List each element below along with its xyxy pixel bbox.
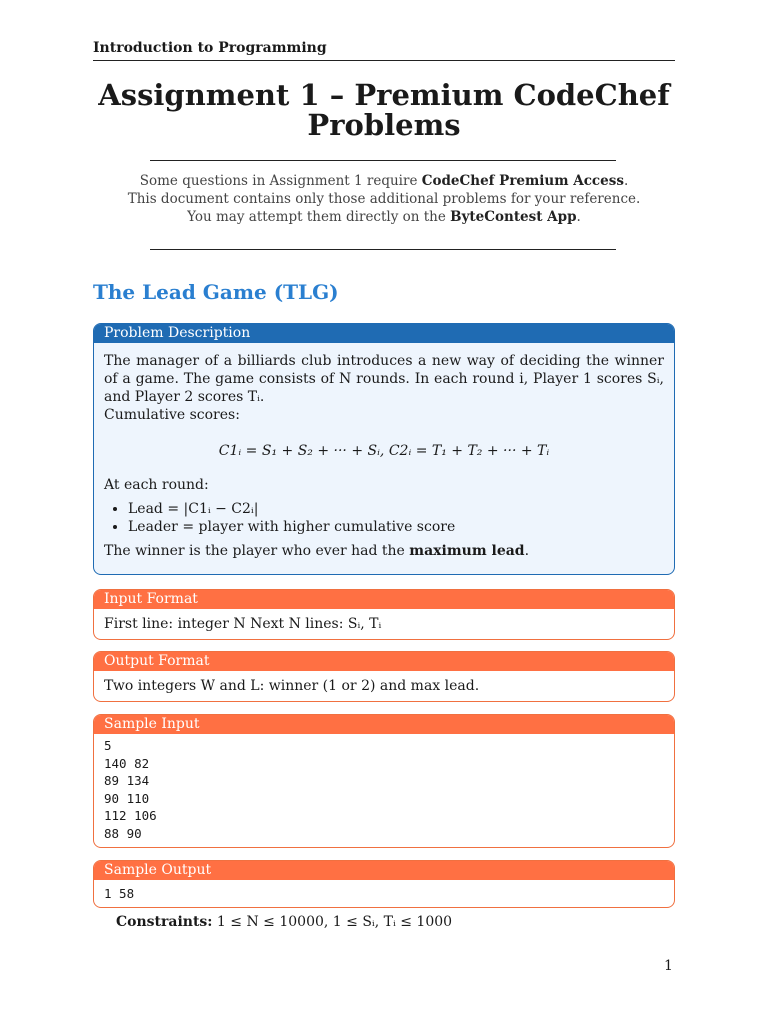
sample-output-heading: Sample Output xyxy=(94,861,674,880)
list-item: • Lead = |C1ᵢ − C2ᵢ| xyxy=(128,500,664,518)
cumulative-formula: C1ᵢ = S₁ + S₂ + ··· + Sᵢ, C2ᵢ = T₁ + T₂ + ··· + Tᵢ xyxy=(218,443,550,459)
code-line: 88 90 xyxy=(104,825,142,841)
lead-rules-list xyxy=(104,500,664,536)
sample-input-box xyxy=(93,714,675,848)
cumulative-label: Cumulative scores: xyxy=(104,407,240,423)
problem-description-heading: Problem Description xyxy=(94,324,674,343)
code-line: 89 134 xyxy=(104,773,150,788)
notice-top-rule xyxy=(150,160,616,161)
code-line: 112 106 xyxy=(104,808,157,823)
sample-output-code: 1 58 xyxy=(104,886,135,901)
input-format-text: First line: integer N Next N lines: Sᵢ, Tᵢ xyxy=(104,616,382,632)
input-format-box xyxy=(93,589,675,640)
sample-input-code xyxy=(94,734,674,848)
list-item: • Leader = player with higher cumulative score xyxy=(128,518,664,536)
output-format-heading: Output Format xyxy=(94,652,674,671)
notice xyxy=(93,172,675,226)
notice-bottom-rule xyxy=(150,249,616,250)
notice-line-3: You may attempt them directly on the ByteContest App. xyxy=(187,209,581,225)
notice-line-2: This document contains only those additional problems for your reference. xyxy=(127,191,641,207)
notice-line-1: Some questions in Assignment 1 require CodeChef Premium Access. xyxy=(139,173,629,189)
output-format-box xyxy=(93,651,675,702)
output-format-text: Two integers W and L: winner (1 or 2) and max lead. xyxy=(104,678,480,694)
course-header: Introduction to Programming xyxy=(93,40,327,56)
code-line: 90 110 xyxy=(104,790,150,806)
header-rule xyxy=(93,60,675,61)
sample-input-heading: Sample Input xyxy=(94,715,674,734)
document-title: Assignment 1 – Premium CodeChef Problems xyxy=(98,78,670,142)
sample-output-box xyxy=(93,860,675,908)
at-each-round-label: At each round: xyxy=(104,477,209,493)
problem-intro: The manager of a billiards club introduces a new way of deciding the winner of a game. The game consists of N rounds. In each round i, Player 1 scores Sᵢ, and Player 2 scores Tᵢ. xyxy=(104,353,664,405)
code-line: 5 xyxy=(104,738,112,753)
constraints: Constraints: 1 ≤ N ≤ 10000, 1 ≤ Sᵢ, Tᵢ ≤ 1000 xyxy=(116,914,453,930)
input-format-heading: Input Format xyxy=(94,590,674,609)
page-number: 1 xyxy=(664,958,673,974)
code-line: 140 82 xyxy=(104,755,150,771)
winner-rule: The winner is the player who ever had the maximum lead. xyxy=(104,543,530,559)
problem-description-box xyxy=(93,323,675,575)
section-title: The Lead Game (TLG) xyxy=(93,280,339,304)
